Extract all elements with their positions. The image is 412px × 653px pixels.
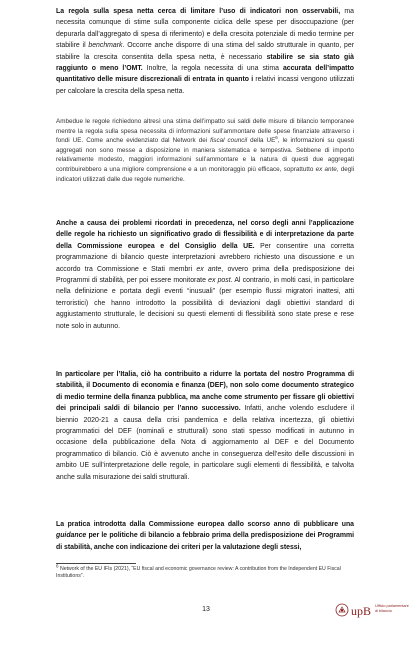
- footnote-reference[interactable]: 6: [275, 135, 278, 141]
- italic-text: ex ante: [196, 265, 222, 273]
- paragraph-spesa-netta: [56, 6, 354, 97]
- body-text: ma necessita comunque di stime sulla componente ciclica delle spese per disoccupazione (per depurarla dall’aggregato di spesa di riferimento) e della crescita potenziale di medio termine per stabilire il: [56, 8, 354, 50]
- body-text: , ovvero prima della predisposizione dei Programmi di stabilità, per poi essere monitorate: [56, 265, 354, 285]
- body-text: , degli indicatori utilizzati dalle due regole numeriche.: [56, 165, 355, 183]
- body-text: relativi incassi vengono utilizzati per calcolare la crescita della spesa netta.: [56, 76, 354, 95]
- italic-text: ex ante: [315, 165, 337, 173]
- bold-italic-text: guidance: [56, 532, 87, 540]
- bold-text: Anche a causa dei problemi ricordati in precedenza, nel corso degli anni l’applicazione delle regole ha richiesto un significativo grado di flessibilità e di interpretazione da parte della Commissione europea e del Consiglio della UE.: [56, 220, 354, 250]
- body-text: Per consentire una corretta programmazione di bilancio queste interpretazioni avrebbero richiesto una discussione e un accordo tra Commissione e Stati membri: [56, 242, 354, 273]
- body-text: . Al contrario, in molti casi, in particolare nella definizione e portata degli eventi “inusuali” (per esempio flussi migratori inattesi, atti terroristici) che hanno introdotto la possibilità di deviazioni dagli obiettivi standard di aggiustamento strutturale, le decisioni su questi elementi di flessibilità sono state prese e rese note solo in autunno.: [56, 277, 354, 330]
- logo-wordmark: upB: [351, 604, 372, 618]
- body-text: della UE: [247, 137, 276, 145]
- bold-text: stabilire se sia stato già raggiunto o meno l’OMT.: [56, 53, 354, 73]
- paragraph-italia-def: [56, 369, 354, 483]
- footnote-divider: [56, 563, 136, 564]
- footnote: [56, 563, 354, 581]
- italic-text: ex post: [208, 277, 231, 285]
- paragraph-misure-temporanee: [56, 117, 354, 184]
- body-text: Inoltre, la regola necessita di una stima: [142, 65, 283, 73]
- bold-text: La pratica introdotta dalla Commissione europea dallo scorso anno di pubblicare una: [56, 521, 354, 528]
- bold-text: accurata dell’impatto quantitativo delle misure discrezionali di entrata in quanto i: [56, 65, 354, 84]
- body-text: . Occorre anche disporre di una stima del saldo strutturale in quanto, per stabilire la crescita consentita della spesa netta, è necessario: [56, 42, 354, 61]
- page-number: 13: [202, 606, 210, 613]
- italic-text: benchmark: [88, 42, 123, 50]
- bold-text: La regola sulla spesa netta cerca di limitare l’uso di indicatori non osservabili,: [56, 8, 341, 15]
- bold-text: In particolare per l’Italia, ciò ha contribuito a ridurre la portata del nostro Programma di stabilità, il Documento di economia e finanza (DEF), non solo come documento strategico di medio termine della finanza pubblica, ma anche come strumento per fissare gli obiettivi dei principali saldi di bilancio per l’anno successivo.: [56, 371, 354, 413]
- footnote-number: 6: [56, 563, 59, 569]
- paragraph-guidance: [56, 519, 354, 553]
- body-text: Infatti, anche volendo escludere il biennio 2020-21 a causa della crisi pandemica e della relativa incertezza, gli obiettivi programmatici del DEF (nominali e strutturali) sono stati spesso modificati in autunno in occasione della pubblicazione della Nota di aggiornamento al DEF e del Documento programmatico di bilancio. Ciò è avvenuto anche in conseguenza dell’esito delle discussioni in ambito UE sull’interpretazione delle regole, in particolare sugli elementi di flessibilità, e talvolta anche sulla misurazione dei saldi strutturali.: [56, 405, 354, 481]
- body-text: Ambedue le regole richiedono altresì una stima dell’impatto sui saldi delle misure di bilancio temporanee mentre la regola sulla spesa necessita di informazioni sull’ammontare delle spese finanziate attraverso i fondi UE. Come anche evidenziato dal Network dei: [56, 118, 354, 145]
- emblem-icon: [335, 603, 349, 617]
- paragraph-flessibilita: [56, 218, 354, 332]
- italic-text: fiscal council: [210, 137, 248, 145]
- footnote-text: Network of the EU IFIs (2021), “EU fiscal and economic governance review: A contribution from the Independent EU Fiscal Institutions”.: [56, 566, 341, 580]
- logo-subtitle: Ufficio parlamentare di bilancio: [375, 604, 409, 613]
- upb-logo: [335, 601, 409, 627]
- bold-text: per le politiche di bilancio a febbraio prima della predisposizione dei Programmi di stabilità, anche con indicazione dei criteri per la valutazione degli stessi,: [56, 532, 354, 551]
- body-text: , le informazioni su questi aggregati non sono messe a disposizione in maniera sistematica e tempestiva. Sebbene di importo relativamente modesto, maggiori informazioni sull’ammontare e la natura di questi due aggregati contribuirebbero a una migliore comprensione e a un monitoraggio più efficace, soprattutto: [56, 137, 354, 173]
